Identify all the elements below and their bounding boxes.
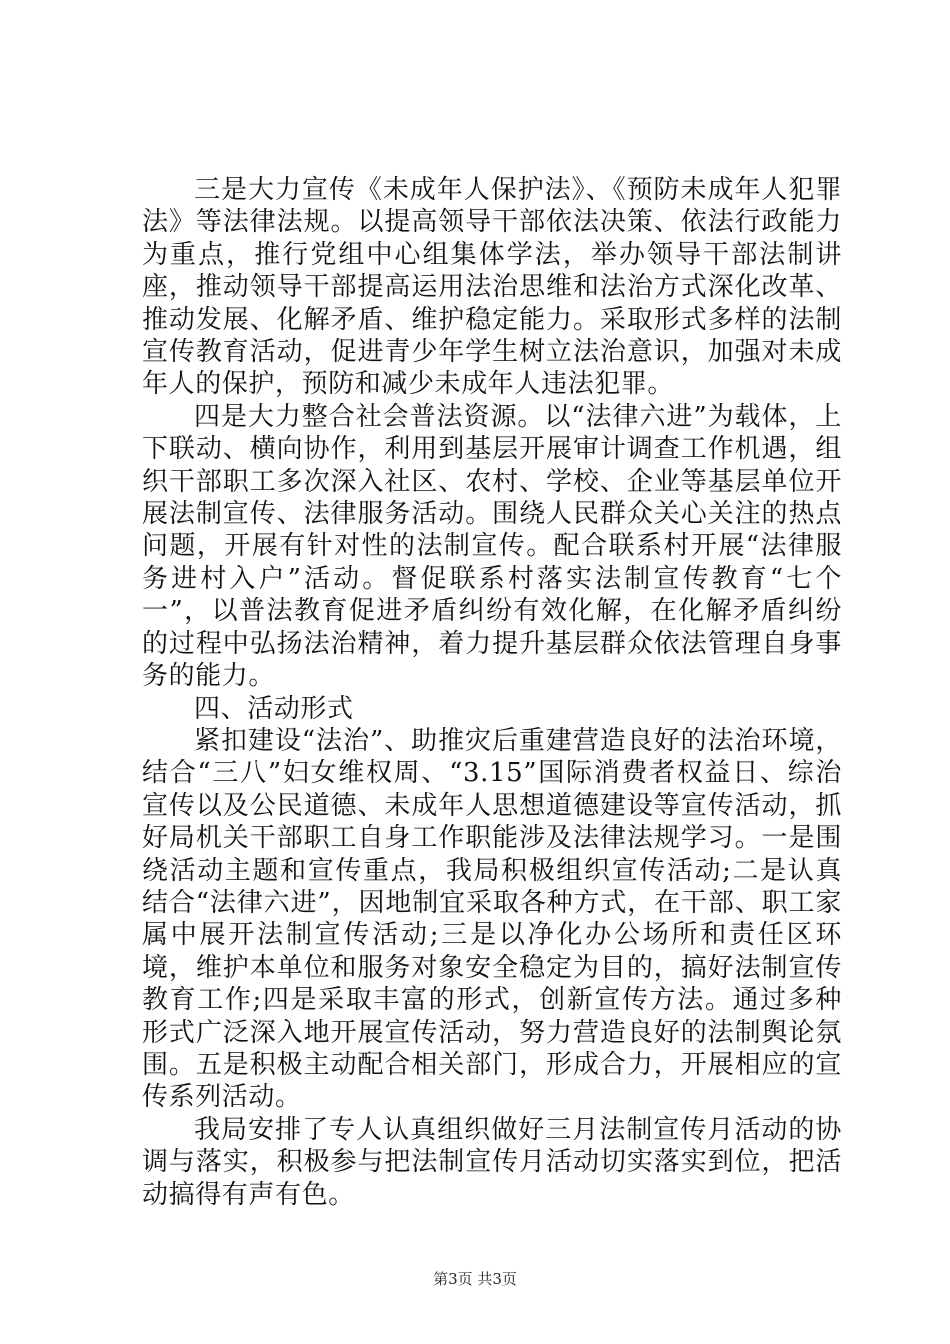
paragraph-legal-resources: 四是大力整合社会普法资源。以“法律六进”为载体，上下联动、横向协作，利用到基层开展审计调查工作机遇，组织干部职工多次深入社区、农村、学校、企业等基层单位开展法制宣传、法律服务活动。围绕人民群众关心关注的热点问题，开展有针对性的法制宣传。配合联系村开展“法律服务进村入户”活动。督促联系村落实法制宣传教育“七个一”，以普法教育促进矛盾纠纷有效化解，在化解矛盾纠纷的过程中弘扬法治精神，着力提升基层群众依法管理自身事务的能力。 <box>142 401 842 692</box>
section-heading-activity-form: 四、活动形式 <box>194 693 354 724</box>
page-number-footer: 第3页 共3页 <box>433 1270 517 1288</box>
paragraph-activity-form: 紧扣建设“法治”、助推灾后重建营造良好的法治环境，结合“三八”妇女维权周、“3.15”国际消费者权益日、综治宣传以及公民道德、未成年人思想道德建设等宣传活动，抓好局机关干部职工自身工作职能涉及法律法规学习。一是围绕活动主题和宣传重点，我局积极组织宣传活动;二是认真结合“法律六进”，因地制宜采取各种方式，在干部、职工家属中展开法制宣传活动;三是以净化办公场所和责任区环境，维护本单位和服务对象安全稳定为目的，搞好法制宣传教育工作;四是采取丰富的形式，创新宣传方法。通过多种形式广泛深入地开展宣传活动，努力营造良好的法制舆论氛围。五是积极主动配合相关部门，形成合力，开展相应的宣传系列活动。 <box>142 725 842 1113</box>
document-body <box>142 174 842 1211</box>
paragraph-arrangement: 我局安排了专人认真组织做好三月法制宣传月活动的协调与落实，积极参与把法制宣传月活动切实落实到位，把活动搞得有声有色。 <box>142 1114 842 1210</box>
paragraph-propaganda-laws: 三是大力宣传《未成年人保护法》、《预防未成年人犯罪法》等法律法规。以提高领导干部依法决策、依法行政能力为重点，推行党组中心组集体学法，举办领导干部法制讲座，推动领导干部提高运用法治思维和法治方式深化改革、推动发展、化解矛盾、维护稳定能力。采取形式多样的法制宣传教育活动，促进青少年学生树立法治意识，加强对未成年人的保护，预防和减少未成年人违法犯罪。 <box>142 175 842 400</box>
